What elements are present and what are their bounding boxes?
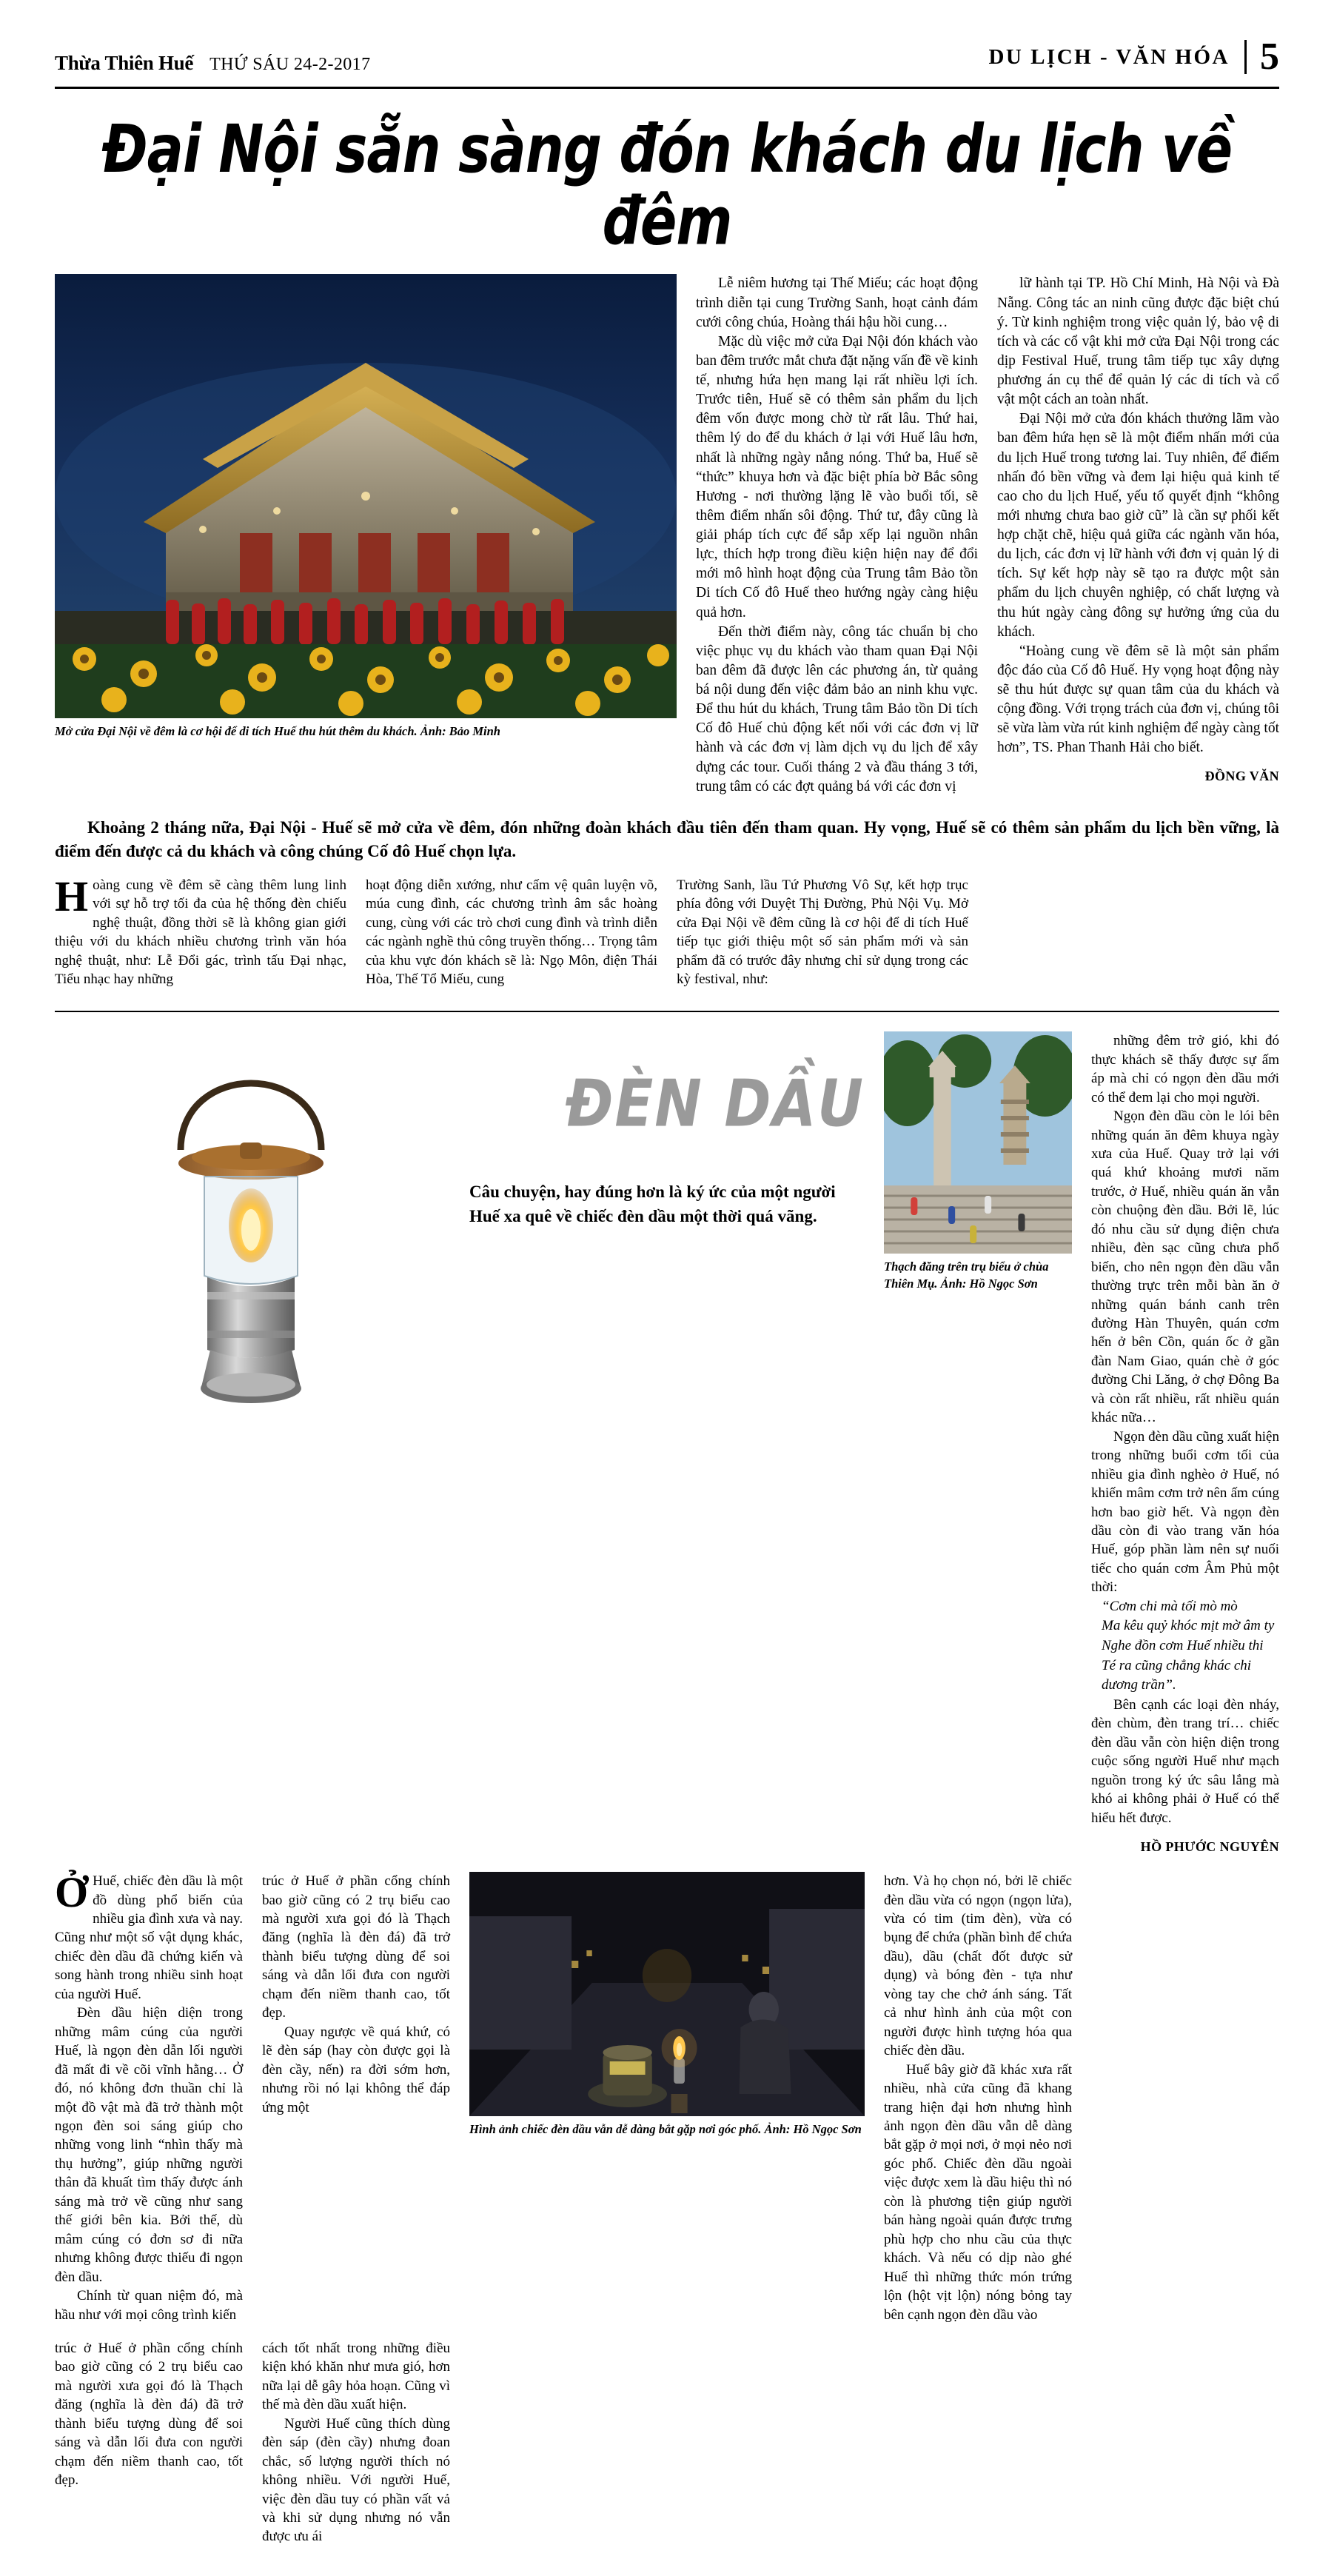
paragraph: Huế bây giờ đã khác xưa rất nhiều, nhà cửa cũng đã khang trang hiện đại hơn nhưng hình ảnh ngọn đèn dầu vẫn dễ dàng bắt gặp ở mọi nơi, ở mọi nẻo nơi góc phố. Chiếc đèn dầu ngoài việc được xem là dầu hiệu thì nó còn là phương tiện giúp người bán hàng ngoài quán được trưng phù hợp cho nhu cầu của thực khách. Và nếu có dịp nào ghé Huế thì những thức món trứng lộn (hột vịt lộn) nóng bỏng tay bên cạnh ngọn đèn dầu vào (884, 2061, 1072, 2323)
headline: Đại Nội sẵn sàng đón khách du lịch về đêm (101, 111, 1233, 261)
lead-photo-illustration (55, 274, 677, 718)
paragraph: Đại Nội mở cửa đón khách thưởng lãm vào ban đêm hứa hẹn sẽ là một điểm nhấn mới của du lịch Huế trong tương lai. Tuy nhiên, để điểm nhấn đó bền vững và đem lại hiệu quả kinh tế cao cho du lịch Huế, yếu tố quyết định “không mới nhưng chưa bao giờ cũ” là cần sự phối kết hợp chặt chẽ, hiệu quả giữa các ngành văn hóa, du lịch, các đơn vị lữ hành với đơn vị quản lý di tích. Sự kết hợp này sẽ tạo ra được một sản phẩm du lịch chuyên nghiệp, có chất lượng và thu hút ngày càng đông sự hưởng ứng của du khách. (997, 411, 1279, 640)
top-article-grid (55, 274, 1279, 796)
caption-text: Hình ảnh chiếc đèn dầu vẫn dễ dàng bắt gặp nơi góc phố. (469, 2122, 762, 2137)
paragraph: cách tốt nhất trong những điều kiện khó khăn như mưa gió, hơn nữa lại dễ gây hỏa hoạn. Cũng vì thế mà đèn dầu xuất hiện. (262, 2340, 450, 2413)
paragraph: lữ hành tại TP. Hồ Chí Minh, Hà Nội và Đà Nẵng. Công tác an ninh cũng được đặc biệt chú ý. Từ kinh nghiệm trong việc quản lý, bảo vệ di tích và các cổ vật khi mở cửa Đại Nội trong các dịp Festival Huế, trung tâm tiếp tục xây dựng phương án cụ thể để quản lý các di tích và cổ vật một cách an toàn nhất. (997, 275, 1279, 408)
drop-cap: Ở (55, 1868, 89, 1917)
bottom-column-3b (469, 2339, 657, 2546)
lead-photo-caption: Mở cửa Đại Nội về đêm là cơ hội để di tích Huế thu hút thêm du khách. Ảnh: Bảo Minh (55, 724, 500, 739)
article-byline-top: ĐỒNG VĂN (1204, 768, 1279, 783)
masthead-right (988, 36, 1279, 78)
oil-lamp-icon (136, 1031, 381, 1446)
section-divider (55, 1011, 1279, 1012)
lead-photo (55, 274, 677, 718)
paragraph: Trường Sanh, lầu Tứ Phương Vô Sự, kết hợp trục phía đông với Duyệt Thị Đường, Phủ Nội Vụ. Mở cửa Đại Nội về đêm cũng là cơ hội để di tích Huế tiếp tục giới thiệu một số sản phẩm mới và sản phẩm đã có trước đây nhưng chỉ sử dụng trong các kỳ festival, như: (677, 877, 968, 987)
decorative-title: ĐÈN DẦU (566, 1065, 865, 1142)
bottom-title-block (469, 1031, 865, 1856)
drop-cap: H (55, 872, 89, 921)
masthead (55, 36, 1279, 82)
body-column-2 (366, 876, 657, 988)
paragraph: Người Huế cũng thích dùng đèn sáp (đèn cầy) nhưng đoan chắc, số lượng người thích nó không nhiều. Với người Huế, việc đèn dầu tuy có phần vất vả và khi sử dụng nhưng nó vẫn được ưu ái (262, 2415, 450, 2545)
bottom-intro: Câu chuyện, hay đúng hơn là ký ức của một người Huế xa quê về chiếc đèn dầu một thời quá vãng. (469, 1182, 836, 1225)
night-photo-caption (469, 2116, 865, 2138)
poem-line: “Cơm chi mà tối mò mò (1102, 1598, 1238, 1614)
top-column-3 (997, 274, 1279, 796)
paragraph: Đèn dầu hiện diện trong những mâm cúng của người Huế, là ngọn đèn dẫn lối người đã mất đi về cõi vĩnh hằng… Ở đó, nó không đơn thuần chỉ là một đồ vật mà đã trở thành một ngọn đèn soi sáng giúp cho những vong linh “nhìn thấy mà thụ hưởng”, giúp những người thân đã khuất tìm thấy được ánh sáng mà trở về cũng như sang thế giới bên kia. Bởi thế, dù mâm cúng có đơn sơ đi nữa nhưng không được thiếu đi ngọn đèn dầu. (55, 2005, 243, 2285)
masthead-rule (55, 87, 1279, 89)
paragraph: trúc ở Huế ở phần cổng chính bao giờ cũng có 2 trụ biểu cao mà người xưa gọi đó là Thạch đăng (nghĩa là đèn đá) đã trở thành biểu tượng dùng để soi sáng và dẫn lối đưa con người chạm đến niềm thanh cao, tốt đẹp. (55, 2340, 243, 2489)
bottom-article-row3 (55, 2339, 1279, 2546)
paragraph: Ngọn đèn dầu còn le lói bên những quán ăn đêm khuya ngày xưa của Huế. Quay trở lại với quá khứ khoảng mươi năm trước, ở Huế, nhiều quán ăn vẫn còn chuộng đèn dầu. Bởi lẽ, lúc đó nhu cầu sử dụng điện chưa nhiều, đèn sạc cũng chưa phổ biến, cho nên ngọn đèn dầu vẫn thường trực trên mỗi bàn ăn ở những quán bánh canh trên đường Hàn Thuyên, quán cơm hến ở bên Cồn, quán ốc ở gần đàn Nam Giao, quán chè ở góc đường Chi Lăng, ở chợ Đông Ba và còn rất nhiều, rất nhiều quán khác nữa… (1091, 1108, 1279, 1426)
poem-line: Nghe đồn cơm Huế nhiều thi (1102, 1638, 1264, 1654)
section-name: DU LỊCH - VĂN HÓA (988, 44, 1230, 69)
paragraph: Quay ngược về quá khứ, có lẽ đèn sáp (hay còn được gọi là đèn cầy, nến) ra đời sớm hơn, nhưng rồi nó lại không thể đáp ứng một (262, 2024, 450, 2115)
paragraph: những đêm trở gió, khi đó thực khách sẽ thấy được sự ấm áp mà chỉ có ngọn đèn dầu mới có thể đem lại cho mọi người. (1091, 1033, 1279, 1105)
paper-name: Thừa Thiên Huế (55, 51, 194, 74)
body-column-1 (55, 872, 346, 988)
paragraph: Chính từ quan niệm đó, mà hầu như với mọi công trình kiến (55, 2288, 243, 2323)
bottom-column-2b (262, 2339, 450, 2546)
paragraph: hơn. Và họ chọn nó, bởi lẽ chiếc đèn dầu vừa có ngọn (ngọn lửa), vừa có tim (tim đèn), vừa có bụng để chứa (phần bình để chứa dầu), dầu (chất đốt được sử dụng) và bóng đèn - tựa như vòng tay che chở ánh sáng. Tất cả như hình ảnh của một con người được hình tượng hóa qua chiếc đèn dầu. (884, 1873, 1072, 2059)
temple-photo-caption: Thạch đăng trên trụ biểu ở chùa Thiên Mụ. Ảnh: Hồ Ngọc Sơn (884, 1259, 1049, 1291)
paragraph: Huế, chiếc đèn dầu là một đồ dùng phổ biến của nhiều gia đình xưa và nay. Cũng như một số vật dụng khác, chiếc đèn dầu đã chứng kiến và song hành trong nhiều sinh hoạt của người Huế. (55, 1873, 243, 2002)
bottom-column-1 (55, 1868, 243, 2324)
night-photo-block (469, 1872, 865, 2324)
paragraph: Đến thời điểm này, công tác chuẩn bị cho việc phục vụ du khách vào tham quan Đại Nội ban đêm đã được lên các phương án, từ quảng bá nội dung đến việc đảm bảo an ninh khu vực. Để thu hút du khách, Trung tâm Bảo tồn Di tích Cố đô Huế chủ động kết nối với các đơn vị lữ hành và các đơn vị làm dịch vụ du lịch để xây dựng các tour. Cuối tháng 2 và đầu tháng 3 tới, trung tâm có các đợt quảng bá với các đơn vị (696, 623, 978, 794)
standfirst: Khoảng 2 tháng nữa, Đại Nội - Huế sẽ mở cửa về đêm, đón những đoàn khách đầu tiên đến tham quan. Hy vọng, Huế sẽ có thêm sản phẩm du lịch bền vững, là điểm đến được cả du khách và công chúng Cố đô Huế chọn lựa. (55, 817, 1279, 861)
poem-line: Té ra cũng chẳng khác chi (1102, 1657, 1252, 1673)
paragraph: Lễ niêm hương tại Thế Miếu; các hoạt động trình diễn tại cung Trường Sanh, hoạt cảnh đám cưới công chúa, Hoàng thái hậu hồi cung… (696, 275, 978, 330)
lead-photo-block (55, 274, 677, 796)
night-street-photo (469, 1872, 865, 2116)
night-street-illustration (469, 1872, 865, 2116)
top-column-2 (696, 274, 978, 796)
paragraph: Bên cạnh các loại đèn nháy, đèn chùm, đèn trang trí… chiếc đèn dầu vẫn còn hiện diện trong cuộc sống người Huế như mạch nguồn trong ký ức sâu lắng mà khó ai không phải ở Huế có thể hiểu hết được. (1091, 1696, 1279, 1826)
paragraph: trúc ở Huế ở phần cổng chính bao giờ cũng có 2 trụ biểu cao mà người xưa gọi đó là Thạch đăng (nghĩa là đèn đá) đã trở thành biểu tượng dùng để soi sáng và dẫn lối đưa con người chạm đến niềm thanh cao, tốt đẹp. (262, 1873, 450, 2021)
paragraph: “Hoàng cung về đêm sẽ là một sản phẩm độc đáo của Cố đô Huế. Hy vọng hoạt động này sẽ thu hút được sự quan tâm của du khách và cộng đồng. Với trọng trách của đơn vị, chúng tôi sẽ vừa làm vừa rút kinh nghiệm để ngày càng tốt hơn”, TS. Phan Thanh Hải cho biết. (997, 643, 1279, 756)
masthead-left (55, 52, 371, 75)
poem-block (1091, 1597, 1279, 1696)
bottom-column-6b (1091, 1872, 1279, 2324)
paragraph: Mặc dù việc mở cửa Đại Nội đón khách vào ban đêm trước mắt chưa đặt nặng vấn đề về kinh tế, nhưng hứa hẹn mang lại rất nhiều lợi ích. Trước tiên, Huế sẽ có thêm sản phẩm du lịch đêm vốn được mong chờ từ rất lâu. Thứ hai, thêm lý do để du khách ở lại với Huế lâu hơn, nhất là những ngày nắng nóng. Thứ ba, Huế sẽ “thức” khuya hơn và đặc biệt phía bờ Bắc sông Hương - nơi thường lặng lẽ vào buổi tối, sẽ thêm điểm nhấn sôi động. Thứ tư, đây cũng là giải pháp tích cực để sắp xếp lại nguồn nhân lực, thích hợp trong điều kiện hiện nay để đổi mới mô hình hoạt động của Trung tâm Bảo tồn Di tích Cố đô Huế theo hướng ngày càng hiệu quả hơn. (696, 333, 978, 620)
issue-date: THỨ SÁU 24-2-2017 (210, 54, 371, 74)
bottom-column-2 (262, 1872, 450, 2324)
temple-photo-illustration (884, 1031, 1072, 1254)
bottom-article-grid (55, 1031, 1279, 1856)
poem-line: Ma kêu quỷ khóc mịt mờ âm ty (1102, 1618, 1275, 1634)
lamp-illustration-block (55, 1031, 450, 1505)
bottom-column-5 (884, 1872, 1072, 2324)
body-column-3 (677, 876, 968, 988)
bottom-column-6c (1091, 2339, 1279, 2546)
top-article-lower-columns (55, 872, 1279, 988)
poem-line: dương trần”. (1102, 1677, 1176, 1693)
bottom-article-row2 (55, 1868, 1279, 2324)
body-column-4 (988, 876, 1279, 988)
temple-photo (884, 1031, 1072, 1254)
paragraph: hoạt động diễn xướng, như cấm vệ quân luyện võ, múa cung đình, các chương trình âm sắc hoàng cung, cùng với các trò chơi cung đình và trình diễn các ngành nghề thủ công truyền thống… Trọng tâm của khu vực đón khách sẽ là: Ngọ Môn, điện Thái Hòa, Thế Tổ Miếu, cung (366, 877, 657, 987)
paragraph: oàng cung về đêm sẽ càng thêm lung linh với sự hỗ trợ tối đa của hệ thống đèn chiếu nghệ thuật, đồng thời sẽ là không gian giới thiệu với du khách nhiều chương trình văn hóa nghệ thuật, như: Lễ Đổi gác, trình tấu Đại nhạc, Tiểu nhạc hay những (55, 877, 346, 987)
bottom-column-6 (1091, 1031, 1279, 1856)
bottom-column-5b (884, 2339, 1072, 2546)
bottom-column-4b (677, 2339, 865, 2546)
article-byline-bottom: HỒ PHƯỚC NGUYÊN (1140, 1839, 1279, 1854)
vertical-rule-divider (1244, 40, 1247, 74)
page-number-wrap (1244, 36, 1279, 78)
page-number: 5 (1260, 36, 1279, 78)
paragraph: Ngọn đèn dầu cũng xuất hiện trong những buổi cơm tối của nhiều gia đình nghèo ở Huế, nó khiến mâm cơm trở nên ấm cúng hơn bao giờ hết. Và ngọn đèn dầu còn đi vào trang văn hóa Huế, góp phần làm nên sự nuối tiếc cho quán cơm Âm Phủ một thời: (1091, 1428, 1279, 1596)
caption-credit: Ảnh: Hồ Ngọc Sơn (764, 2122, 862, 2137)
bottom-column-1b (55, 2339, 243, 2546)
temple-photo-block (884, 1031, 1072, 1856)
